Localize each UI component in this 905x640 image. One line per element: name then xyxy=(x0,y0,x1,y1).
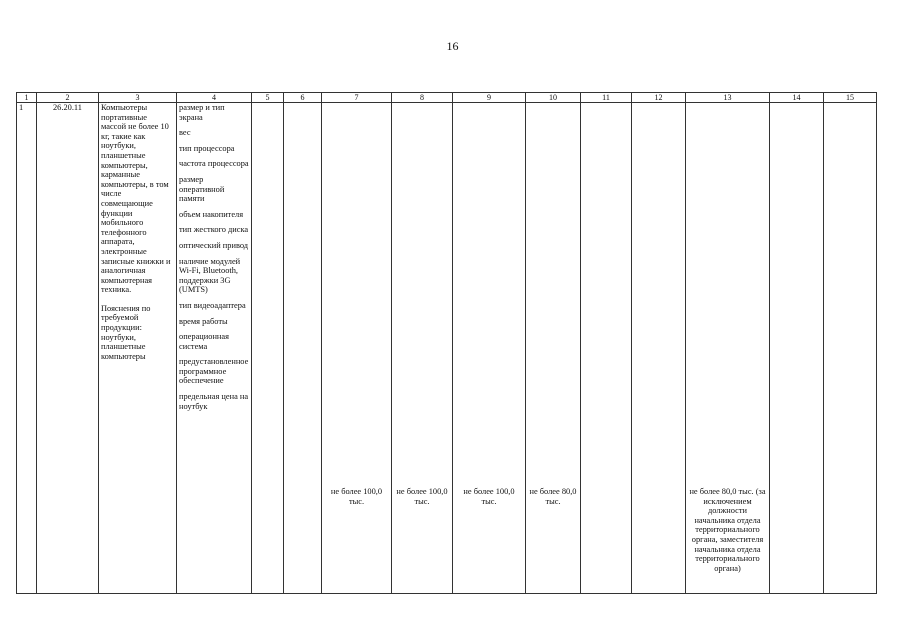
col-header-7: 7 xyxy=(322,93,392,103)
col-header-11: 11 xyxy=(581,93,632,103)
col-header-2: 2 xyxy=(37,93,99,103)
price-limit-8: не более 100,0 тыс. xyxy=(396,487,448,506)
cell-col-13 xyxy=(686,103,770,594)
characteristic-item: наличие модулей Wi-Fi, Bluetooth, поддержки 3G (UMTS) xyxy=(179,256,241,295)
characteristic-item: оптический привод xyxy=(179,240,249,250)
cell-col-8 xyxy=(392,103,453,594)
characteristic-item: размер и тип экрана xyxy=(179,103,225,122)
col-header-12: 12 xyxy=(632,93,686,103)
col-header-13: 13 xyxy=(686,93,770,103)
col-header-6: 6 xyxy=(284,93,322,103)
characteristics-table xyxy=(16,92,877,594)
cell-col-12 xyxy=(632,103,686,594)
characteristic-item: время работы xyxy=(179,316,228,326)
characteristic-item: операционная система xyxy=(179,332,229,351)
characteristic-item: вес xyxy=(179,128,191,138)
cell-col-10 xyxy=(526,103,581,594)
product-name: Компьютеры портативные массой не более 10 кг, такие как ноутбуки, планшетные компьютеры, карманные компьютеры, в том числе совмещающие функции мобильного телефонного аппарата, электронные записные книжки и аналогичная компьютерная техника. xyxy=(101,103,171,295)
cell-col-14 xyxy=(770,103,824,594)
cell-col-7 xyxy=(322,103,392,594)
characteristic-item: частота процессора xyxy=(179,159,249,169)
col-header-14: 14 xyxy=(770,93,824,103)
characteristics-list xyxy=(177,103,252,594)
col-header-8: 8 xyxy=(392,93,453,103)
col-header-4: 4 xyxy=(177,93,252,103)
cell-col-9 xyxy=(453,103,526,594)
col-header-5: 5 xyxy=(252,93,284,103)
characteristic-item: тип видеоадаптера xyxy=(179,300,246,310)
col-header-9: 9 xyxy=(453,93,526,103)
characteristic-item: предустановленное программное обеспечение xyxy=(179,357,249,386)
col-header-3: 3 xyxy=(99,93,177,103)
characteristic-item: предельная цена на ноутбук xyxy=(179,392,249,411)
col-header-15: 15 xyxy=(824,93,877,103)
okpd-code: 26.20.11 xyxy=(37,103,99,594)
price-limit-9: не более 100,0 тыс. xyxy=(463,487,515,506)
row-number: 1 xyxy=(17,103,37,594)
table-row xyxy=(17,103,877,594)
price-limit-10: не более 80,0 тыс. xyxy=(529,487,577,506)
characteristic-item: тип жесткого диска xyxy=(179,225,249,235)
cell-col-11 xyxy=(581,103,632,594)
product-description xyxy=(99,103,177,594)
price-limit-7: не более 100,0 тыс. xyxy=(330,487,383,506)
cell-col-15 xyxy=(824,103,877,594)
column-number-row xyxy=(17,93,877,103)
col-header-1: 1 xyxy=(17,93,37,103)
characteristic-item: объем накопителя xyxy=(179,209,244,219)
cell-col-6 xyxy=(284,103,322,594)
characteristic-item: размер оперативной памяти xyxy=(179,174,225,204)
cell-col-5 xyxy=(252,103,284,594)
page-number: 16 xyxy=(446,39,459,53)
product-explanation: Пояснения по требуемой продукции: ноутбуки, планшетные компьютеры xyxy=(101,303,151,361)
characteristic-item: тип процессора xyxy=(179,143,235,153)
price-limit-13: не более 80,0 тыс. (за исключением должности начальника отдела территориального органа, заместителя начальника отдела территориального органа) xyxy=(689,487,766,573)
col-header-10: 10 xyxy=(526,93,581,103)
